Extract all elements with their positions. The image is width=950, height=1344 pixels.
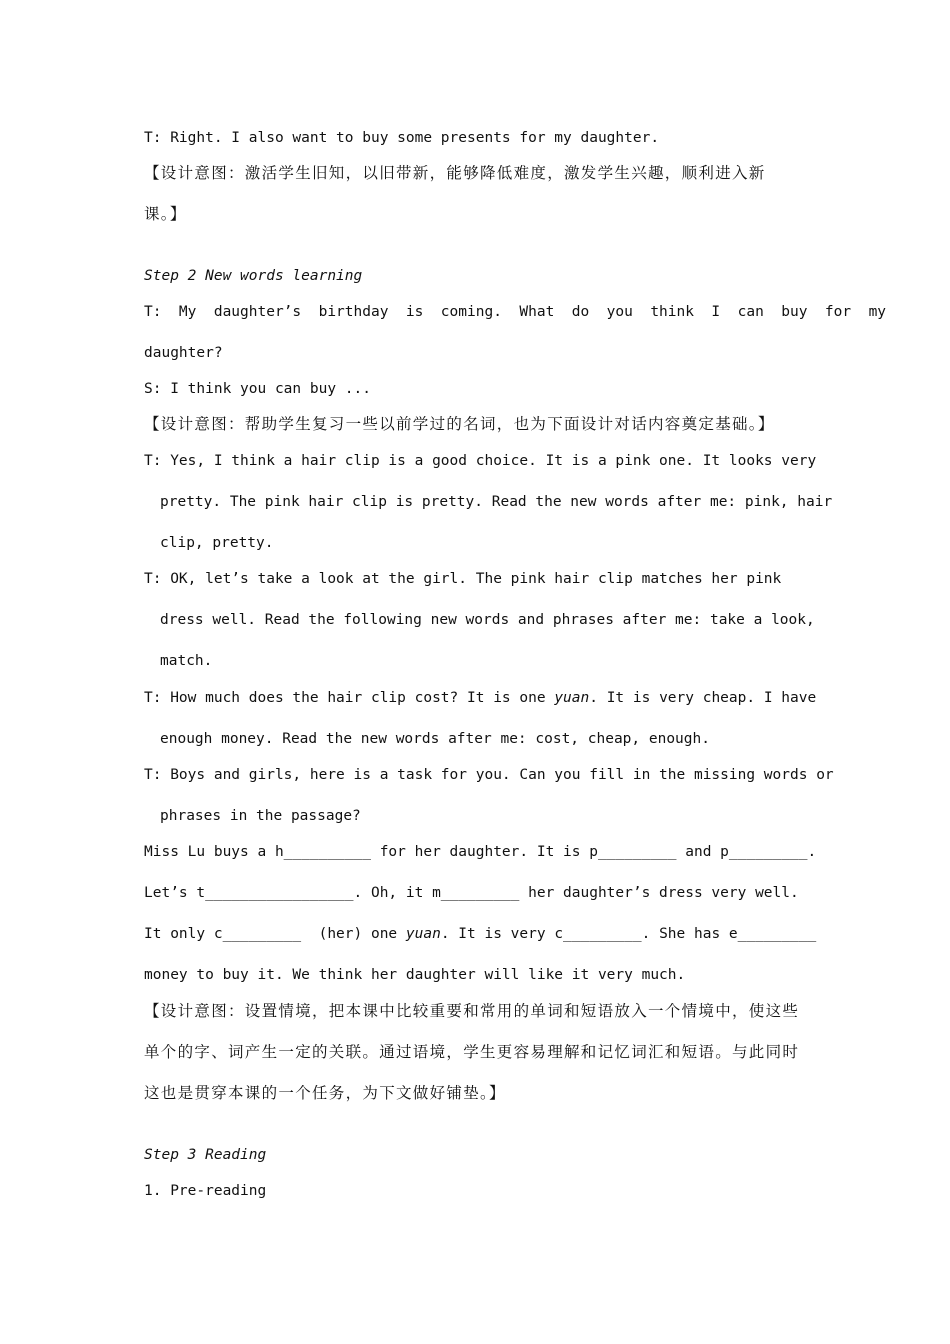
design-intent-note-cont: 课。】 <box>144 205 187 223</box>
dialogue-line-cont: phrases in the passage? <box>160 808 361 824</box>
passage-line: Let’s t_________________. Oh, it m_________ her daughter’s dress very well. <box>144 885 799 901</box>
passage-line: Miss Lu buys a h__________ for her daughter. It is p_________ and p_________. <box>144 844 817 860</box>
dialogue-line-cont: match. <box>160 653 213 669</box>
dialogue-line-cont: clip, pretty. <box>160 535 274 551</box>
text-run: . It is very c_________. She has e_________ <box>440 926 817 942</box>
dialogue-line-cont: daughter? <box>144 345 223 361</box>
step-heading: Step 3 Reading <box>144 1147 267 1163</box>
step-heading: Step 2 New words learning <box>144 268 363 284</box>
sub-heading: 1. Pre-reading <box>144 1183 267 1199</box>
dialogue-line: T: Boys and girls, here is a task for you. Can you fill in the missing words or <box>144 767 834 783</box>
passage-line: money to buy it. We think her daughter will like it very much. <box>144 967 686 983</box>
dialogue-line <box>144 688 816 708</box>
text-run: . It is very cheap. I have <box>589 690 817 706</box>
dialogue-line: T: OK, let’s take a look at the girl. The pink hair clip matches her pink <box>144 571 782 587</box>
dialogue-line-cont: enough money. Read the new words after me: cost, cheap, enough. <box>160 731 710 747</box>
design-intent-note: 【设计意图：帮助学生复习一些以前学过的名词，也为下面设计对话内容奠定基础。】 <box>144 415 775 433</box>
currency-word: yuan <box>554 690 590 706</box>
design-intent-note: 【设计意图：设置情境，把本课中比较重要和常用的单词和短语放入一个情境中，使这些 <box>144 1002 800 1020</box>
design-intent-note: 【设计意图：激活学生旧知，以旧带新，能够降低难度，激发学生兴趣，顺利进入新 <box>144 164 766 182</box>
dialogue-line-cont: pretty. The pink hair clip is pretty. Read the new words after me: pink, hair <box>160 494 833 510</box>
dialogue-line: T: Right. I also want to buy some presents for my daughter. <box>144 130 660 146</box>
passage-line <box>144 924 816 944</box>
dialogue-line: T: My daughter’s birthday is coming. What do you think I can buy for my <box>144 304 887 320</box>
dialogue-line-cont: dress well. Read the following new words and phrases after me: take a look, <box>160 612 815 628</box>
design-intent-note-cont: 这也是贯穿本课的一个任务，为下文做好铺垫。】 <box>144 1084 506 1102</box>
currency-word: yuan <box>405 926 441 942</box>
text-run: T: How much does the hair clip cost? It is one <box>144 690 555 706</box>
dialogue-line: T: Yes, I think a hair clip is a good choice. It is a pink one. It looks very <box>144 453 817 469</box>
text-run: It only c_________ (her) one <box>144 926 406 942</box>
design-intent-note-cont: 单个的字、词产生一定的关联。通过语境，学生更容易理解和记忆词汇和短语。与此同时 <box>144 1043 800 1061</box>
dialogue-line: S: I think you can buy ... <box>144 381 371 397</box>
